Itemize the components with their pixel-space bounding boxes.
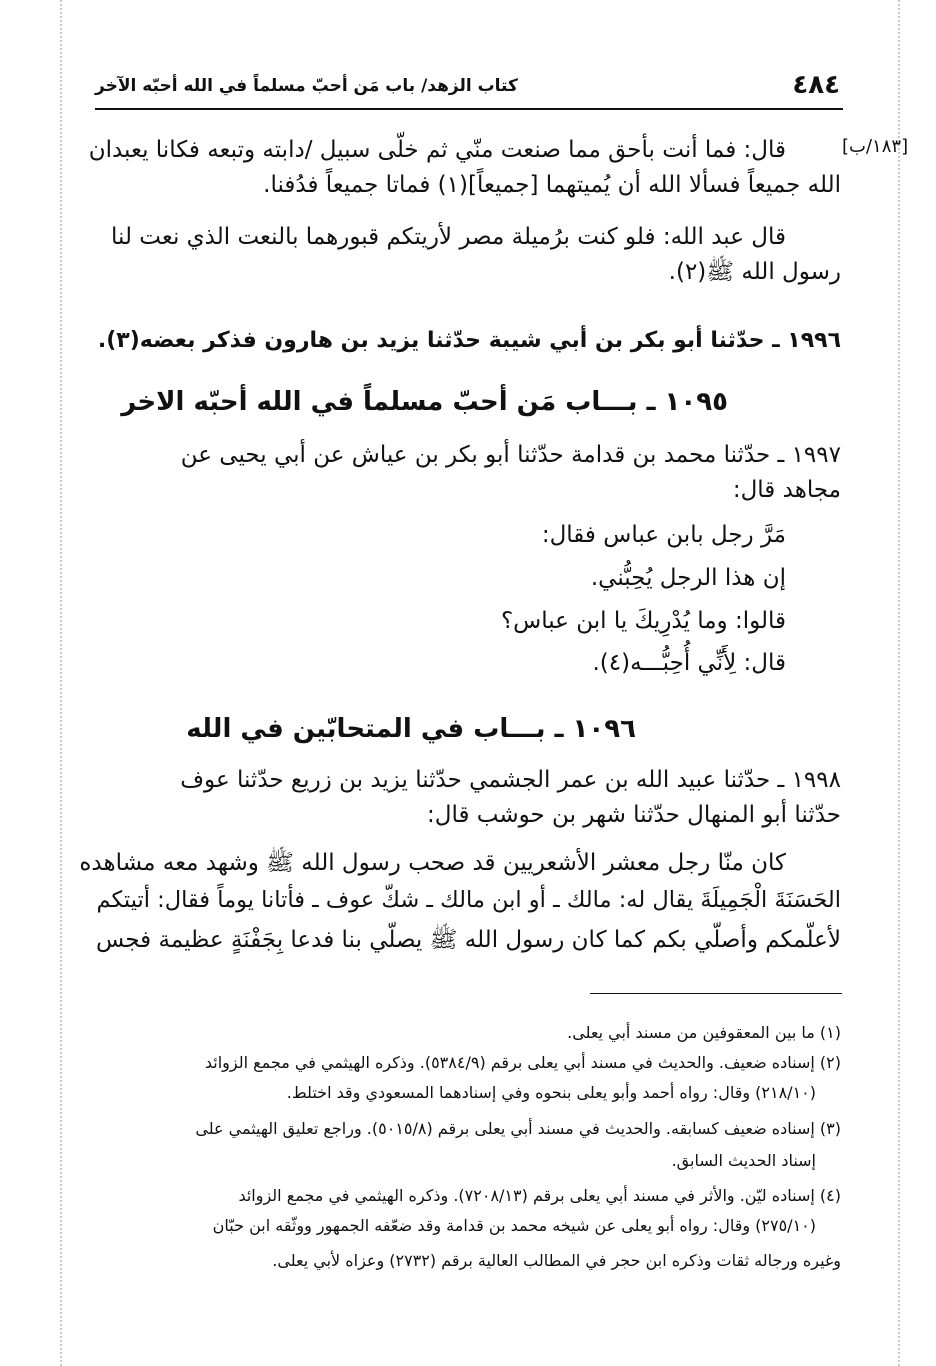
hadith-1998-line: حدّثنا أبو المنهال حدّثنا شهر بن حوشب قال: — [427, 802, 841, 828]
hadith-1997-line: ١٩٩٧ ـ حدّثنا محمد بن قدامة حدّثنا أبو بكر بن عياش عن أبي يحيى عن — [180, 442, 841, 468]
body-line: لأعلّمكم وأصلّي بكم كما كان رسول الله ﷺ يصلّي بنا فدعا بِجَفْنَةٍ عظيمة فجس — [96, 927, 841, 953]
hadith-1998-line: ١٩٩٨ ـ حدّثنا عبيد الله بن عمر الجشمي حدّثنا يزيد بن زريع حدّثنا عوف — [180, 767, 841, 793]
footnote-2-line: (٢) إسناده ضعيف. والحديث في مسند أبي يعلى برقم (٥٣٨٤/٩). وذكره الهيثمي في مجمع الزوائد — [204, 1053, 841, 1072]
chapter-heading-1096: ١٠٩٦ ـ بـــاب في المتحابّين في الله — [186, 714, 636, 744]
body-line: الحَسَنَةَ الْجَمِيلَةَ يقال له: مالك ـ أو ابن مالك ـ شكّ عوف ـ فأتانا يوماً فقال: أتيتكم — [96, 887, 841, 913]
scan-margin-line-right — [898, 0, 900, 1366]
body-line: قال: فما أنت بأحق مما صنعت منّي ثم خلّى سبيل /دابته وتبعه فكانا يعبدان — [88, 137, 786, 163]
page-number: ٤٨٤ — [792, 70, 840, 100]
body-line: رسول الله ﷺ(٢). — [668, 259, 841, 285]
chapter-heading-1095: ١٠٩٥ ـ بـــاب مَن أحبّ مسلماً في الله أحبّه الاخر — [121, 387, 728, 417]
header-rule — [95, 108, 843, 110]
body-line: قال عبد الله: فلو كنت برُميلة مصر لأريتكم قبورهما بالنعت الذي نعت لنا — [111, 224, 786, 250]
manuscript-folio-reference: [١٨٣/ب] — [842, 136, 909, 157]
narration-line: إن هذا الرجل يُحِبُّني. — [590, 565, 786, 591]
narration-line: قالوا: وما يُدْرِيكَ يا ابن عباس؟ — [500, 608, 786, 634]
footnote-4-line: وغيره ورجاله ثقات وذكره ابن حجر في المطالب العالية برقم (٢٧٣٢) وعزاه لأبي يعلى. — [272, 1251, 841, 1270]
footnote-1: (١) ما بين المعقوفين من مسند أبي يعلى. — [567, 1023, 841, 1042]
footnote-2-line: (٢١٨/١٠) وقال: رواه أحمد وأبو يعلى بنحوه وفي إسنادهما المسعودي وقد اختلط. — [286, 1083, 816, 1102]
footnote-4-line: (٤) إسناده ليّن. والأثر في مسند أبي يعلى برقم (٧٢٠٨/١٣). وذكره الهيثمي في مجمع الزوائد — [238, 1186, 841, 1205]
page-header — [95, 70, 840, 104]
hadith-1996: ١٩٩٦ ـ حدّثنا أبو بكر بن أبي شيبة حدّثنا يزيد بن هارون فذكر بعضه(٣). — [97, 328, 841, 353]
narration-line: مَرَّ رجل بابن عباس فقال: — [541, 522, 786, 548]
footnote-4-line: (٢٧٥/١٠) وقال: رواه أبو يعلى عن شيخه محمد بن قدامة وقد ضعّفه الجمهور ووثّقه ابن حبّان — [212, 1216, 816, 1235]
running-title: كتاب الزهد/ باب مَن أحبّ مسلماً في الله أحبّه الآخر — [95, 76, 518, 96]
footnote-3-line: إسناد الحديث السابق. — [671, 1151, 816, 1170]
footnote-rule — [590, 993, 842, 994]
hadith-1997-line: مجاهد قال: — [732, 477, 841, 503]
scan-margin-line-left — [60, 0, 62, 1366]
narration-line: قال: لِأَنِّي أُحِبُّـــه(٤). — [592, 650, 786, 676]
footnote-3-line: (٣) إسناده ضعيف كسابقه. والحديث في مسند أبي يعلى برقم (٥٠١٥/٨). وراجع تعليق الهيثمي على — [195, 1119, 841, 1138]
body-line: الله جميعاً فسألا الله أن يُميتهما [جميعاً](١) فماتا جميعاً فدُفنا. — [263, 172, 841, 198]
body-line: كان منّا رجل معشر الأشعريين قد صحب رسول الله ﷺ وشهد معه مشاهده — [79, 850, 786, 876]
